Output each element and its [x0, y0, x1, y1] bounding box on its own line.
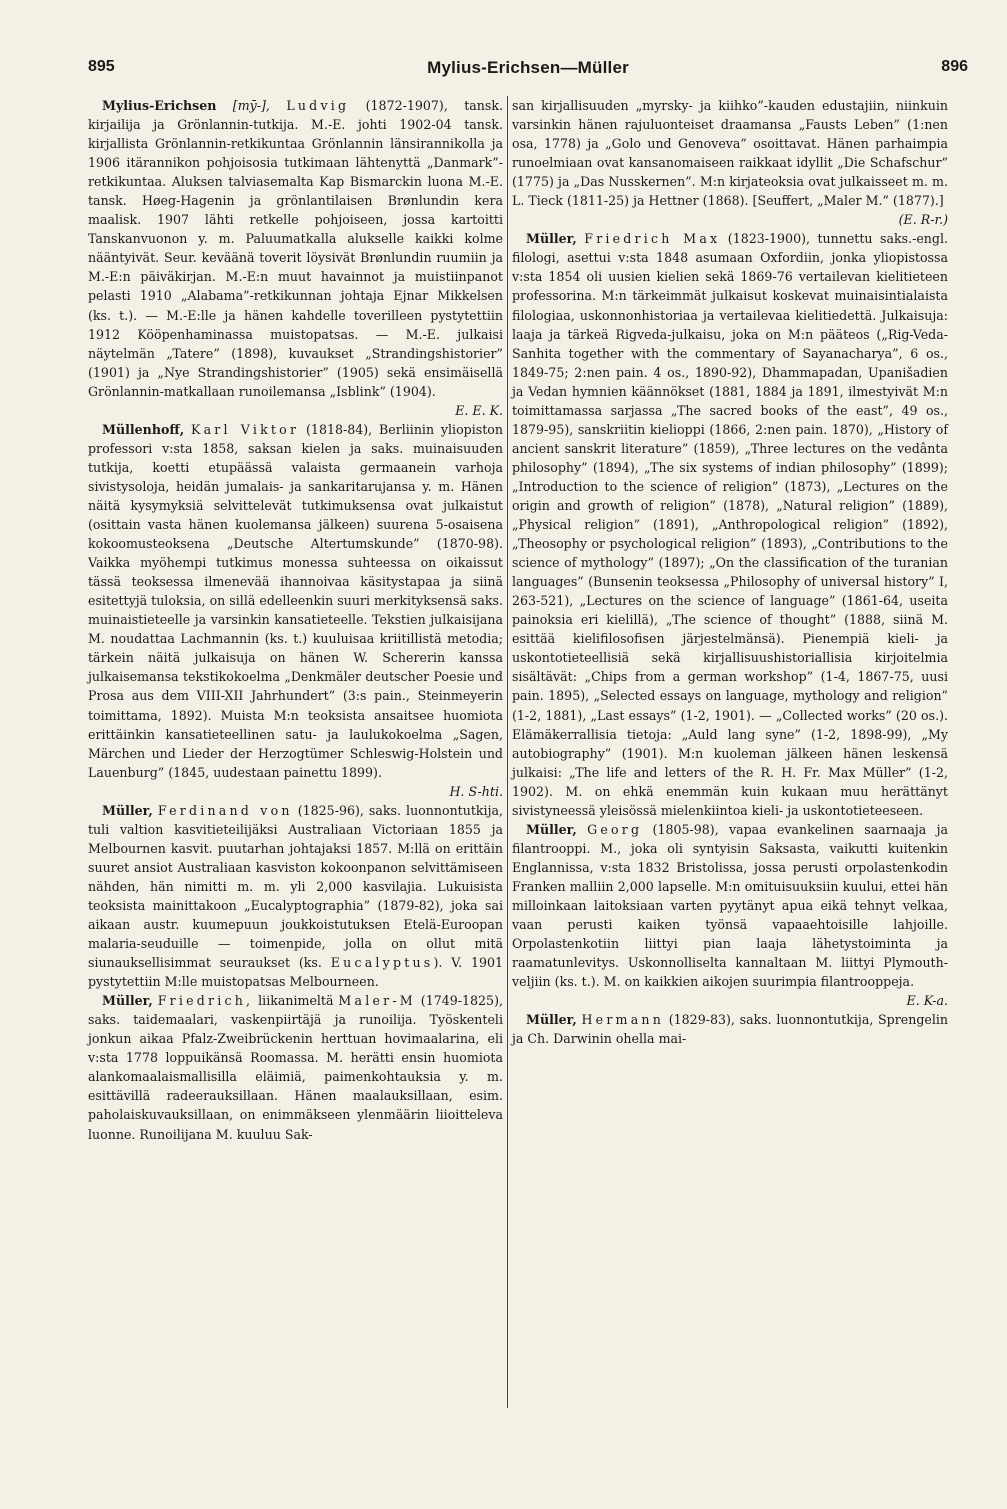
entry-headword: Müller,	[526, 1012, 577, 1028]
entry-headword: Mylius-Erichsen	[102, 98, 217, 113]
page-number-right: 896	[941, 58, 968, 75]
entry-given-name: Hermann	[581, 1012, 665, 1028]
entry-nickname: Maler-M	[338, 993, 416, 1009]
entry-mylius-erichsen	[88, 96, 503, 420]
left-column	[88, 96, 503, 1144]
entry-headword: Müller,	[102, 993, 153, 1009]
page-number-left: 895	[88, 58, 115, 75]
entry-text: san kirjallisuuden „myrsky- ja kiihko”-kauden edustajiin, niinkuin varsinkin hänen rajuluonteiset draamansa „Fausts Leben” (1:nen osa, 1778) ja „Golo und Genoveva” osoittavat. Hänen parhaimpia runoelmiaan ovat kansanomaiseen raikkaat idyllit „Die Schafschur” (1775) ja „Das Nusskernen”. M:n kirjateoksia ovat julkaisseet m. m. L. Tieck (1811-25) ja Hettner (1868). [Seuffert, „Maler M.” (1877).]	[512, 98, 948, 209]
entry-text: (1818-84), Berliinin yliopiston professori v:sta 1858, saksan kielen ja saks. muinaisuuden tutkija, koetti etupäässä valaista germaanein varhoja sivistysoloja, heidän jumalais- ja sankaritarujansa y. m. Hänen näitä kysymyksiä selvittelevät tutkimuksensa ovat julkaistut (osittain vasta hänen kuolemansa jälkeen) suurena 5-osaisena kokoomusteoksena „Deutsche Altertumskunde” (1870-98). Vaikka myöhempi tutkimus monessa suhteessa on oikaissut tässä teoksessa ilmenevää ihannoivaa käsitystapaa ja siinä esitettyjä tuloksia, on sillä edelleenkin suuri merkityksensä saks. muinaistieteelle ja varsinkin kansatieteelle. Tekstien julkaisijana M. noudattaa Lachmannin (ks. t.) kuuluisaa kriitillistä metodia; tärkein näitä julkaisuja on hänen W. Schererin kanssa julkaisemansa tekstikokoelma „Denkmäler deutscher Poesie und Prosa aus dem VIII-XII Jahrhundert” (3:s pain., Steinmeyerin toimittama, 1892). Muista M:n teoksista ansaitsee huomiota erittäinkin kansatieteellinen satu- ja laulukokoelma „Sagen, Märchen und Lieder der Herzogtümer Schleswig-Holstein und Lauenburg” (1845, uudestaan painettu 1899).	[88, 421, 503, 780]
entry-given-name: Ludvig	[286, 98, 350, 113]
entry-given-name: Karl Viktor	[190, 421, 300, 437]
entry-given-name: Friedrich Max	[584, 231, 721, 247]
entry-muller-max	[512, 229, 948, 819]
entry-text-continued: ). V. 1901 pystytettiin M:lle muistopatsas Melbourneen.	[88, 955, 504, 990]
entry-text: (1825-96), saks. luonnontutkija, tuli valtion kasvitieteilijäksi Australiaan Victoriaan 1855 ja Melbournen kasvit. puutarhan johtajaksi 1857. M:llä on erittäin suuret ansiot Australiaan kasviston kokoonpanon selvittämiseen nähden, hän nimitti m. m. yli 2,000 kasvilajia. Lukuisista teoksista mainittakoon „Eucalyptographia” (1879-82), joka sai aikaan austr. kuumepuun joukkoistutuksen Etelä-Euroopan malaria-seuduille — toimenpide, jolla on ollut mitä siunauksellisimmat seuraukset (ks.	[88, 802, 503, 971]
entry-headword: Müllenhoff,	[102, 421, 185, 437]
page-title: Mylius-Erichsen—Müller	[427, 58, 629, 77]
entry-given-name: Georg	[587, 821, 643, 837]
cross-reference: Eucalyptus	[330, 955, 434, 971]
entry-pronunciation: [mȳ-],	[232, 98, 270, 113]
entry-headword: Müller,	[526, 231, 577, 247]
entry-muller-georg	[512, 820, 948, 1010]
column-divider	[507, 96, 508, 1408]
entry-signature: E. K-a.	[906, 993, 948, 1009]
entry-mullenhoff	[88, 420, 503, 801]
right-column	[512, 96, 948, 1048]
entry-text: liikanimeltä	[253, 993, 339, 1009]
entry-text: (1805-98), vapaa evankelinen saarnaaja ja filantrooppi. M., joka oli syntyisin Saksasta, vaikutti kuitenkin Englannissa, v:sta 1832 Bristolissa, jossa perusti orpolastenkodin Franken malliin 2,000 lapselle. M:n omituisuuksiin kuului, ettei hän milloinkaan laitoksiaan varten pyytänyt apua eikä tehnyt velkaa, vaan perusti kaiken työnsä vapaaehtoisille lahjoille. Orpolastenkotiin liittyi pian laaja lähetystoiminta ja raamatunlevitys. Uskonnolliselta kannaltaan M. liittyi Plymouth-veljiin (ks. t.). M. on kaikkien aikojen suurimpia filantrooppeja.	[512, 821, 948, 990]
entry-muller-friedrich-continued	[512, 96, 948, 229]
entry-text: (1829-83), saks. luonnontutkija, Sprengelin ja Ch. Darwinin ohella mai-	[512, 1012, 948, 1047]
entry-headword: Müller,	[102, 802, 153, 818]
entry-text-continued: (1749-1825), saks. taidemaalari, vaskenpiirtäjä ja runoilija. Työskenteli jonkun aikaa Pfalz-Zweibrückenin herttuan hovimaalarina, eli v:sta 1778 loppuikänsä Roomassa. M. herätti ensin huomiota alankomaalaismallisilla eläimiä, paimenkohtauksia y. m. esittävillä radeerauksillaan. Hänen maalauksillaan, esim. paholaiskuvauksillaan, on enimmäkseen ylenmäärin liioitteleva luonne. Runoilijana M. kuuluu Sak-	[88, 993, 503, 1142]
entry-given-name: Ferdinand von	[157, 802, 293, 818]
entry-text: (1823-1900), tunnettu saks.-engl. filologi, asettui v:sta 1848 asumaan Oxfordiin, jonka yliopistossa v:sta 1854 oli uusien kielien sekä 1869-76 vertailevan kielitieteen professorina. M:n tärkeimmät julkaisut koskevat muinaisintialaista filologiaa, uskonnonhistoriaa ja vertailevaa kielitiedettä. Julkaisuja: laaja ja tärkeä Rigveda-julkaisu, joka on M:n pääteos („Rig-Veda-Sanhita together with the commentary of Sayanacharya”, 6 os., 1849-75; 2:nen pain. 4 os., 1890-92), Dhammapadan, Upanišadien ja Vedan hymnien käännökset (1881, 1884 ja 1891, ilmestyivät M:n toimittamassa sarjassa „The sacred books of the east”, 49 os., 1879-95), sanskriitin kielioppi (1866, 2:nen pain. 1870), „History of ancient sanskrit literature” (1859), „Three lectures on the vedânta philosophy” (1894), „The six systems of indian philosophy” (1899); „Introduction to the science of religion” (1873), „Lectures on the origin and growth of religion” (1878), „Natural religion” (1889), „Physical religion” (1891), „Anthropological religion” (1892), „Theosophy or psychological religion” (1893), „Contributions to the science of mythology” (1897); „On the classification of the turanian languages” (Bunsenin teoksessa „Philosophy of universal history” I, 263-521), „Lectures on the science of language” (1861-64, useita painoksia eri kielillä), „The science of thought” (1888, siinä M. esittää kielifilosofisen järjestelmänsä). Pienempiä kieli- ja uskontotieteellisiä sekä kirjallisuushistoriallisia kirjoitelmia sisältävät: „Chips from a german workshop” (1-4, 1867-75, uusi pain. 1895), „Selected essays on language, mythology and religion” (1-2, 1881), „Last essays” (1-2, 1901). — „Collected works” (20 os.). Elämäkerrallisia tietoja: „Auld lang syne” (1-2, 1898-99), „My autobiography” (1901). M:n kuoleman jälkeen hänen leskensä julkaisi: „The life and letters of the R. H. Fr. Max Müller” (1-2, 1902). M. on ehkä enemmän kuin kukaan muu herättänyt sivistyneessä yleisössä mielenkiintoa kieli- ja uskontotieteeseen.	[512, 231, 948, 818]
entry-signature: H. S-hti.	[449, 783, 503, 799]
entry-signature: (E. R-r.)	[898, 212, 948, 228]
entry-headword: Müller,	[526, 821, 577, 837]
entry-muller-hermann	[512, 1010, 948, 1048]
entry-muller-friedrich	[88, 991, 503, 1143]
entry-text: (1872-1907), tansk. kirjailija ja Grönlannin-tutkija. M.-E. johti 1902-04 tansk. kirjallista Grönlannin-retkikuntaa Grönlannin länsirannikolla ja 1906 itärannikon pohjoisosia tutkimaan lähtenyttä „Danmark”-retkikuntaa. Aluksen talviasemalta Kap Bismarckin luona M.-E. tansk. Høeg-Hagenin ja grönlantilaisen Brønlundin kera maalisk. 1907 lähti retkelle pohjoiseen, jossa kartoitti Tanskanvuonon y. m. Paluumatkalla alukselle kaikki kolme nääntyivät. Seur. keväänä toverit löysivät Brønlundin ruumiin ja M.-E:n päiväkirjan. M.-E:n muut havainnot ja muistiinpanot pelasti 1910 „Alabama”-retkikunnan johtaja Ejnar Mikkelsen (ks. t.). — M.-E:lle ja hänen kahdelle toverilleen pystytettiin 1912 Kööpenhaminassa muistopatsas. — M.-E. julkaisi näytelmän „Tatere” (1898), kuvaukset „Strandingshistorier” (1901) ja „Nye Strandingshistorier” (1905) sekä ensimäisellä Grönlannin-matkallaan runoilemansa „Isblink” (1904).	[88, 98, 503, 399]
entry-signature: E. E. K.	[455, 402, 503, 418]
page-header	[88, 58, 968, 88]
entry-muller-ferdinand	[88, 801, 503, 991]
entry-given-name: Friedrich,	[157, 993, 254, 1009]
